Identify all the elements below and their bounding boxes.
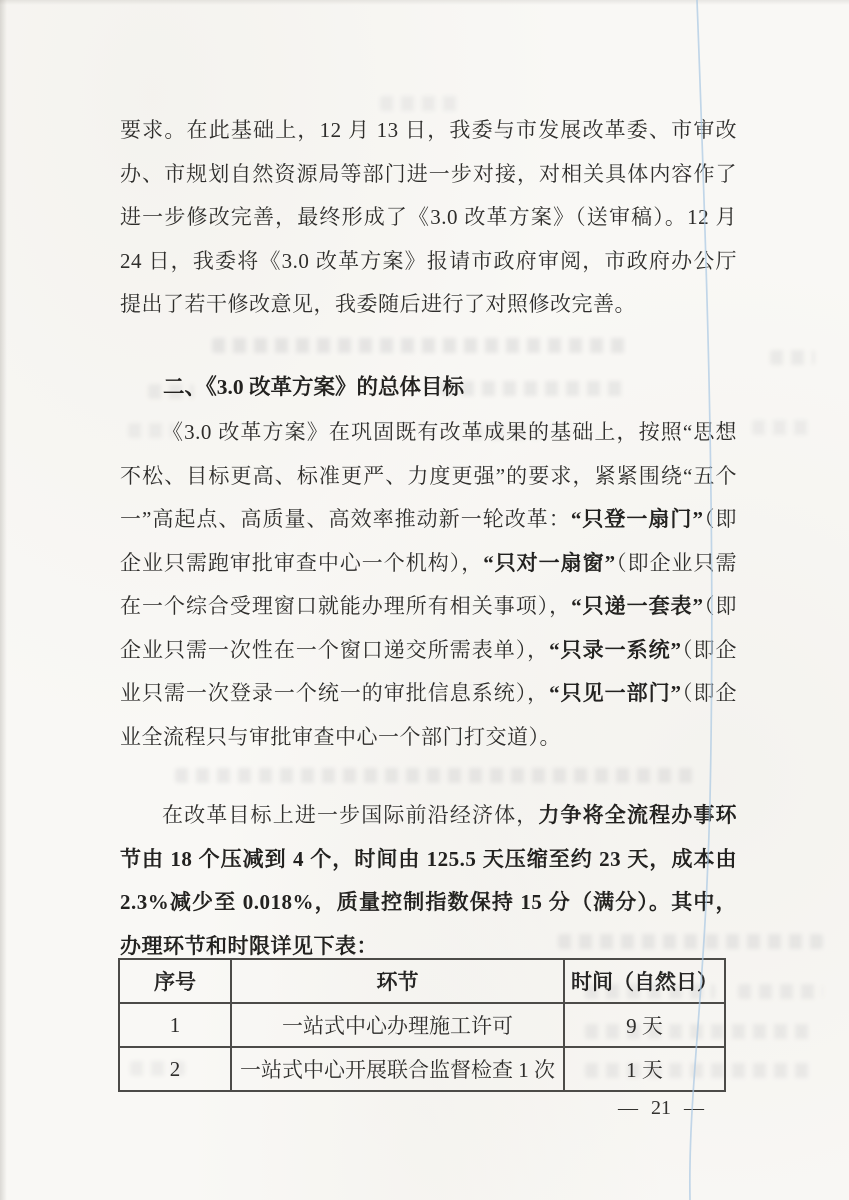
- page-number: [586, 1097, 736, 1120]
- bleedthrough-mark: [738, 984, 823, 999]
- table-header-row: [119, 959, 725, 1003]
- process-steps-table: [118, 958, 726, 1092]
- table-cell-step: 一站式中心办理施工许可: [231, 1003, 564, 1047]
- bleedthrough-mark: [175, 768, 700, 783]
- page-number-dash-right: —: [684, 1097, 704, 1119]
- scan-edge-shadow-left: [0, 0, 7, 1200]
- bleedthrough-mark: [212, 338, 632, 353]
- table-header-seq: 序号: [119, 959, 231, 1003]
- table-row: [119, 1003, 725, 1047]
- paragraph-overall-goals: 《3.0 改革方案》在巩固既有改革成果的基础上，按照“思想不松、目标更高、标准更严、力度更强”的要求，紧紧围绕“五个一”高起点、高质量、高效率推动新一轮改革：“只登一扇门”（即企业只需跑审批审查中心一个机构），“只对一扇窗”（即企业只需在一个综合受理窗口就能办理所有相关事项），“只递一套表”（即企业只需一次性在一个窗口递交所需表单），“只录一系统”（即企业只需一次登录一个统一的审批信息系统），“只见一部门”（即企业全流程只与审批审查中心一个部门打交道）。: [120, 420, 738, 749]
- table-header-time: 时间（自然日）: [564, 959, 725, 1003]
- bleedthrough-mark: [770, 350, 815, 365]
- page-number-dash-left: —: [618, 1097, 638, 1119]
- table-cell-time: 9 天: [564, 1003, 725, 1047]
- page-number-value: 21: [651, 1097, 671, 1119]
- paragraph-reform-targets: 在改革目标上进一步国际前沿经济体，力争将全流程办事环节由 18 个压减到 4 个，时间由 125.5 天压缩至约 23 天，成本由 2.3%减少至 0.018%，质量控制指数保持 15 分（满分）。其中，办理环节和时限详见下表：: [120, 803, 738, 958]
- table-cell-step: 一站式中心开展联合监督检查 1 次: [231, 1047, 564, 1091]
- paragraph-continuation: 要求。在此基础上，12 月 13 日，我委与市发展改革委、市审改办、市规划自然资源局等部门进一步对接，对相关具体内容作了进一步修改完善，最终形成了《3.0 改革方案》（送审稿）。12 月 24 日，我委将《3.0 改革方案》报请市政府审阅，市政府办公厅提出了若干修改意见，我委随后进行了对照修改完善。: [120, 118, 737, 316]
- table-header-step: 环节: [231, 959, 564, 1003]
- scan-edge-shadow-top: [0, 0, 849, 5]
- bleedthrough-mark: [752, 420, 812, 435]
- table-cell-seq: 2: [119, 1047, 231, 1091]
- table-cell-seq: 1: [119, 1003, 231, 1047]
- table-cell-time: 1 天: [564, 1047, 725, 1091]
- section-heading: 二、《3.0 改革方案》的总体目标: [163, 375, 465, 399]
- table-row: [119, 1047, 725, 1091]
